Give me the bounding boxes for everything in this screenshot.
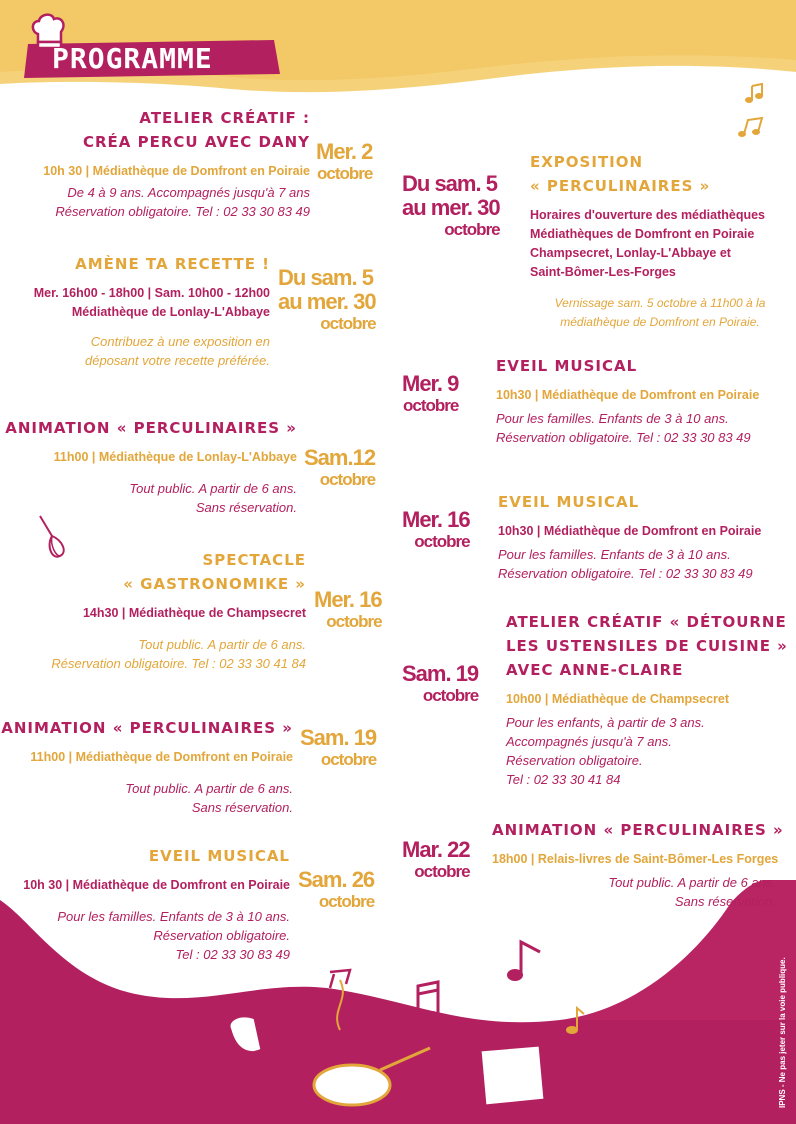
event-note-line: Tout public. A partir de 6 ans. bbox=[138, 637, 306, 652]
event-title: ANIMATION « PERCULINAIRES » bbox=[492, 821, 784, 839]
event-note-line: Pour les familles. Enfants de 3 à 10 ans. bbox=[57, 909, 290, 924]
event-notes bbox=[492, 873, 790, 911]
event-date bbox=[402, 508, 470, 552]
event-info bbox=[492, 850, 790, 869]
event-note-line: Pour les enfants, à partir de 3 ans. bbox=[506, 715, 705, 730]
event-note-line: Réservation obligatoire. bbox=[153, 928, 290, 943]
event-info bbox=[10, 162, 310, 181]
event-date-line: octobre bbox=[319, 470, 376, 489]
event-info bbox=[506, 690, 790, 709]
event-note-line: médiathèque de Domfront en Poiraie. bbox=[560, 315, 760, 329]
event-info bbox=[0, 448, 297, 467]
event-note-line: Sans réservation. bbox=[674, 894, 776, 909]
event-title: CRÉA PERCU AVEC DANY bbox=[83, 133, 310, 151]
event-note-line: Tout public. A partir de 6 ans. bbox=[608, 875, 776, 890]
event-title: LES USTENSILES DE CUISINE » bbox=[506, 637, 788, 655]
event-date bbox=[316, 140, 372, 184]
event-card bbox=[0, 252, 270, 370]
event-note-line: Tout public. A partir de 6 ans. bbox=[125, 781, 293, 796]
event-note-line: De 4 à 9 ans. Accompagnés jusqu'à 7 ans bbox=[67, 185, 310, 200]
event-title: EVEIL MUSICAL bbox=[496, 357, 638, 375]
event-note-line: Vernissage sam. 5 octobre à 11h00 à la bbox=[554, 296, 766, 310]
event-notes bbox=[0, 907, 290, 964]
event-notes bbox=[10, 183, 310, 221]
event-date-line: Du sam. 5 bbox=[278, 265, 373, 290]
event-date bbox=[278, 266, 376, 334]
event-notes bbox=[0, 479, 297, 517]
event-date-line: Mar. 22 bbox=[402, 837, 470, 862]
event-notes bbox=[496, 409, 790, 447]
event-note-line: Sans réservation. bbox=[195, 500, 297, 515]
event-info-line: 10h00 | Médiathèque de Champsecret bbox=[506, 692, 730, 706]
event-date bbox=[314, 588, 382, 632]
event-card bbox=[10, 106, 310, 221]
event-title: « PERCULINAIRES » bbox=[530, 177, 711, 195]
event-title: ANIMATION « PERCULINAIRES » bbox=[1, 719, 293, 737]
event-date-line: Du sam. 5 bbox=[402, 171, 497, 196]
event-date-line: au mer. 30 bbox=[402, 195, 500, 220]
event-title: ANIMATION « PERCULINAIRES » bbox=[5, 419, 297, 437]
event-note-line: Pour les familles. Enfants de 3 à 10 ans. bbox=[496, 411, 729, 426]
event-info bbox=[0, 876, 290, 895]
event-card bbox=[530, 150, 790, 332]
event-date bbox=[402, 838, 470, 882]
event-card bbox=[0, 416, 297, 517]
music-notes-icon bbox=[738, 82, 778, 142]
event-date-line: octobre bbox=[403, 396, 459, 415]
event-note-line: Réservation obligatoire. Tel : 02 33 30 83 49 bbox=[55, 204, 310, 219]
event-note-line: Réservation obligatoire. Tel : 02 33 30 83 49 bbox=[496, 430, 751, 445]
event-info-line: Médiathèque de Lonlay-L'Abbaye bbox=[71, 305, 270, 319]
event-note-line: Tel : 02 33 30 41 84 bbox=[506, 772, 621, 787]
event-date-line: octobre bbox=[422, 686, 479, 705]
event-date-line: octobre bbox=[414, 532, 470, 551]
event-date-line: Sam.12 bbox=[304, 445, 376, 470]
event-info-line: 11h00 | Médiathèque de Lonlay-L'Abbaye bbox=[53, 450, 297, 464]
event-title: SPECTACLE bbox=[202, 551, 306, 569]
event-notes bbox=[530, 294, 790, 332]
event-info-line: 10h 30 | Médiathèque de Domfront en Poiraie bbox=[23, 878, 290, 892]
event-info-line: Mer. 16h00 - 18h00 | Sam. 10h00 - 12h00 bbox=[33, 286, 270, 300]
event-note-line: Sans réservation. bbox=[191, 800, 293, 815]
event-info bbox=[6, 604, 306, 623]
event-note-line: Contribuez à une exposition en bbox=[90, 334, 270, 349]
event-title: ATELIER CRÉATIF « DÉTOURNE bbox=[506, 613, 787, 631]
event-title: ATELIER CRÉATIF : bbox=[139, 109, 310, 127]
event-info bbox=[0, 748, 293, 767]
event-date-line: octobre bbox=[320, 314, 376, 333]
event-card bbox=[496, 354, 790, 447]
event-note-line: Tel : 02 33 30 83 49 bbox=[175, 947, 290, 962]
event-date-line: Sam. 19 bbox=[402, 661, 479, 686]
event-date-line: Mer. 9 bbox=[402, 371, 459, 396]
event-notes bbox=[506, 713, 790, 789]
side-note: IPNS - Ne pas jeter sur la voie publique. bbox=[778, 957, 787, 1108]
event-card bbox=[6, 548, 306, 673]
event-date bbox=[300, 726, 376, 770]
event-info-line: 10h30 | Médiathèque de Domfront en Poiraie bbox=[496, 388, 760, 402]
event-info-line: 10h 30 | Médiathèque de Domfront en Poiraie bbox=[43, 164, 310, 178]
page-title: PROGRAMME bbox=[52, 42, 213, 75]
event-info bbox=[530, 206, 790, 282]
event-date bbox=[402, 172, 500, 240]
event-note-line: Accompagnés jusqu'à 7 ans. bbox=[506, 734, 672, 749]
event-date bbox=[402, 372, 458, 416]
event-info-line: 11h00 | Médiathèque de Domfront en Poiraie bbox=[30, 750, 293, 764]
event-notes bbox=[6, 635, 306, 673]
event-date-line: octobre bbox=[317, 164, 373, 183]
event-info-line: 18h00 | Relais-livres de Saint-Bômer-Les Forges bbox=[492, 852, 779, 866]
event-title: EVEIL MUSICAL bbox=[148, 847, 290, 865]
event-card bbox=[498, 490, 790, 583]
event-info-line: 10h30 | Médiathèque de Domfront en Poiraie bbox=[498, 524, 762, 538]
event-date-line: Sam. 26 bbox=[298, 867, 375, 892]
event-note-line: Réservation obligatoire. bbox=[506, 753, 643, 768]
event-notes bbox=[0, 332, 270, 370]
event-notes bbox=[0, 779, 293, 817]
event-info bbox=[496, 386, 790, 405]
event-date-line: Sam. 19 bbox=[300, 725, 377, 750]
event-date-line: octobre bbox=[414, 862, 470, 881]
event-info-line: 14h30 | Médiathèque de Champsecret bbox=[82, 606, 306, 620]
event-date bbox=[298, 868, 374, 912]
event-info-line: Saint-Bômer-Les-Forges bbox=[530, 265, 676, 279]
event-title: EXPOSITION bbox=[530, 153, 644, 171]
event-date-line: au mer. 30 bbox=[278, 289, 376, 314]
event-title: EVEIL MUSICAL bbox=[498, 493, 640, 511]
event-date-line: octobre bbox=[444, 220, 500, 239]
event-date-line: octobre bbox=[326, 612, 382, 631]
event-note-line: Tout public. A partir de 6 ans. bbox=[129, 481, 297, 496]
event-title: AVEC ANNE-CLAIRE bbox=[506, 661, 684, 679]
event-date-line: Mer. 16 bbox=[314, 587, 382, 612]
event-info-line: Champsecret, Lonlay-L'Abbaye et bbox=[530, 246, 731, 260]
event-card bbox=[492, 818, 790, 911]
event-card bbox=[506, 610, 790, 789]
event-note-line: déposant votre recette préférée. bbox=[84, 353, 270, 368]
event-card bbox=[0, 844, 290, 964]
event-info bbox=[0, 284, 270, 322]
event-info-line: Horaires d'ouverture des médiathèques bbox=[530, 208, 765, 222]
event-title: AMÈNE TA RECETTE ! bbox=[75, 255, 270, 273]
event-info-line: Médiathèques de Domfront en Poiraie bbox=[530, 227, 755, 241]
event-note-line: Réservation obligatoire. Tel : 02 33 30 41 84 bbox=[51, 656, 306, 671]
event-date-line: octobre bbox=[320, 750, 377, 769]
event-date-line: octobre bbox=[318, 892, 375, 911]
event-date bbox=[402, 662, 478, 706]
event-date bbox=[304, 446, 375, 490]
event-info bbox=[498, 522, 790, 541]
event-date-line: Mer. 16 bbox=[402, 507, 470, 532]
event-date-line: Mer. 2 bbox=[316, 139, 373, 164]
event-note-line: Réservation obligatoire. Tel : 02 33 30 83 49 bbox=[498, 566, 753, 581]
event-note-line: Pour les familles. Enfants de 3 à 10 ans. bbox=[498, 547, 731, 562]
event-notes bbox=[498, 545, 790, 583]
event-title: « GASTRONOMIKE » bbox=[123, 575, 306, 593]
event-card bbox=[0, 716, 293, 817]
